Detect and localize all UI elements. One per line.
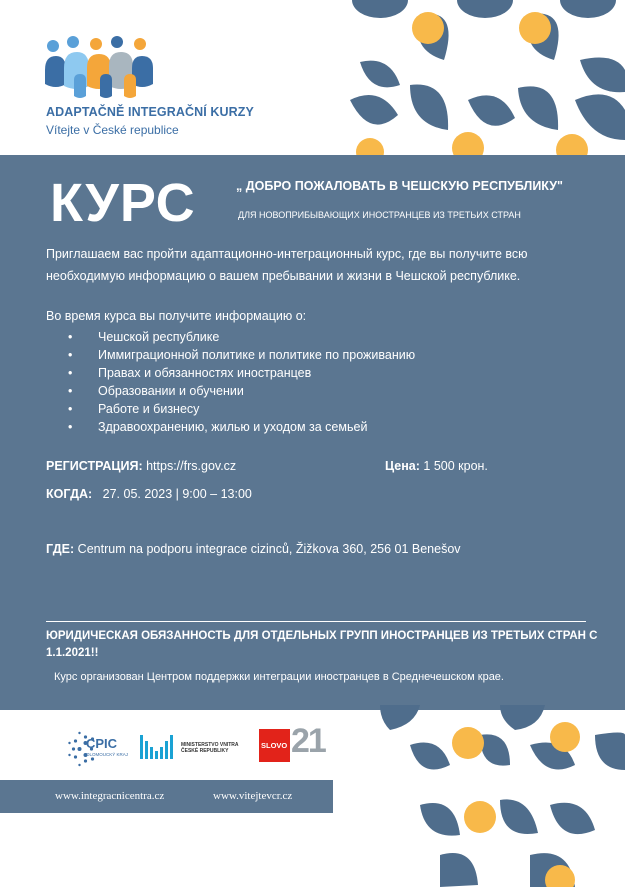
footer-link-integracnicentra[interactable]: www.integracnicentra.cz: [55, 790, 165, 802]
list-item: • Иммиграционной политике и политике по проживанию: [68, 346, 415, 364]
cpic-logo-subtext: OLOMOUCKÝ KRAJ: [86, 752, 129, 757]
organizer-note: Курс организован Центром поддержки интеграции иностранцев в Среднечешском крае.: [54, 671, 504, 683]
price-row: [385, 459, 488, 473]
list-item: • Здравоохранению, жилью и уходом за семьей: [68, 418, 415, 436]
date-row: [46, 487, 252, 501]
course-title: КУРС: [50, 173, 196, 233]
list-item: • Образовании и обучении: [68, 382, 415, 400]
location-value: Centrum na podporu integrace cizinců, Žižkova 360, 256 01 Benešov: [77, 542, 461, 556]
footer-link-vitejtevcr[interactable]: www.vitejtevcr.cz: [213, 790, 293, 802]
ministry-line1: MINISTERSTVO VNITRA: [181, 742, 239, 748]
list-item: • Правах и обязанностях иностранцев: [68, 364, 415, 382]
date-value: 27. 05. 2023 | 9:00 – 13:00: [102, 487, 252, 501]
date-label: КОГДА:: [46, 487, 93, 501]
flowers-decoration-icon: [380, 705, 625, 887]
legal-notice: ЮРИДИЧЕСКАЯ ОБЯЗАННОСТЬ ДЛЯ ОТДЕЛЬНЫХ ГРУПП ИНОСТРАНЦЕВ ИЗ ТРЕТЬИХ СТРАН С 1.1.2021!!: [46, 630, 598, 659]
list-item: • Чешской республике: [68, 328, 415, 346]
location-row: [46, 542, 461, 556]
registration-row: [46, 459, 236, 473]
logo-people-icon: [44, 36, 164, 100]
list-item: • Работе и бизнесу: [68, 400, 415, 418]
ministry-line2: ČESKÉ REPUBLIKY: [181, 748, 229, 754]
topics-list: [68, 328, 415, 436]
ministry-interior-logo-text: [181, 742, 239, 754]
price-label: Цена:: [385, 459, 420, 473]
topics-heading: Во время курса вы получите информацию о:: [46, 309, 307, 323]
brand-subtitle: Vítejte v České republice: [46, 123, 179, 137]
registration-label: РЕГИСТРАЦИЯ:: [46, 459, 143, 473]
course-subheadline: ДЛЯ НОВОПРИБЫВАЮЩИХ ИНОСТРАНЦЕВ ИЗ ТРЕТЬИХ СТРАН: [238, 210, 521, 220]
location-label: ГДЕ:: [46, 542, 75, 556]
brand-title: ADAPTAČNĚ INTEGRAČNÍ KURZY: [46, 105, 254, 119]
price-value: 1 500 крон.: [423, 459, 488, 473]
slovo21-logo-text: SLOVO: [261, 741, 288, 750]
divider: [46, 621, 586, 622]
registration-link[interactable]: https://frs.gov.cz: [146, 459, 237, 473]
course-intro: Приглашаем вас пройти адаптационно-интеграционный курс, где вы получите всю необходимую информацию о вашем пребывании и жизни в Чешской республике.: [46, 247, 528, 283]
ministry-interior-logo-icon: [140, 731, 178, 763]
course-headline: „ ДОБРО ПОЖАЛОВАТЬ В ЧЕШСКУЮ РЕСПУБЛИКУ": [236, 179, 563, 193]
flowers-decoration-icon: [340, 0, 625, 160]
cpic-logo-text: CPIC: [86, 736, 118, 751]
slovo21-logo-number: 21: [291, 722, 325, 760]
